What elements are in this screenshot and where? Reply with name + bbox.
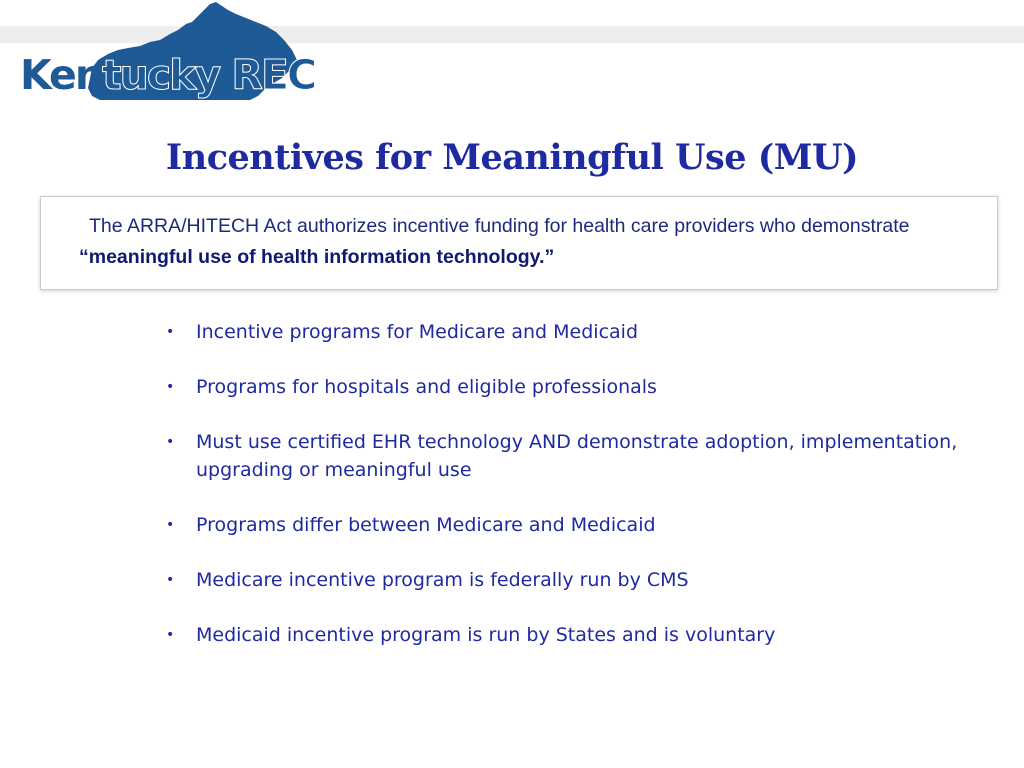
callout-text [79,211,979,273]
bullet-text: Medicaid incentive program is run by States and is voluntary [196,624,776,646]
list-item [158,511,978,539]
list-item [158,566,978,594]
logo-text-ken: Ken [20,51,103,99]
logo-wordmark [20,50,315,100]
bullet-text: Programs for hospitals and eligible professionals [196,376,657,398]
bullet-text: Medicare incentive program is federally run by CMS [196,569,689,591]
logo-text-rest: tucky REC [102,51,316,99]
kentucky-rec-logo [0,0,316,110]
bullet-icon: • [166,572,175,588]
bullet-icon: • [166,434,175,450]
list-item [158,373,978,401]
bullet-text: Incentive programs for Medicare and Medicaid [196,321,639,343]
bullet-icon: • [166,517,175,533]
bullet-icon: • [166,627,175,643]
list-item [158,428,978,484]
list-item [158,318,978,346]
bullet-icon: • [166,324,175,340]
callout-text-plain: The ARRA/HITECH Act authorizes incentive funding for health care providers who demonstrate [89,215,910,237]
callout-box [40,196,998,290]
bullet-text: Programs differ between Medicare and Medicaid [196,514,656,536]
bullet-icon: • [166,379,175,395]
list-item [158,621,978,649]
callout-text-bold: “meaningful use of health information technology.” [79,246,555,268]
slide-title: Incentives for Meaningful Use (MU) [165,137,859,178]
bullet-list [158,318,978,676]
bullet-text: Must use certified EHR technology AND demonstrate adoption, implementation, upgrading or meaningful use [196,431,958,481]
